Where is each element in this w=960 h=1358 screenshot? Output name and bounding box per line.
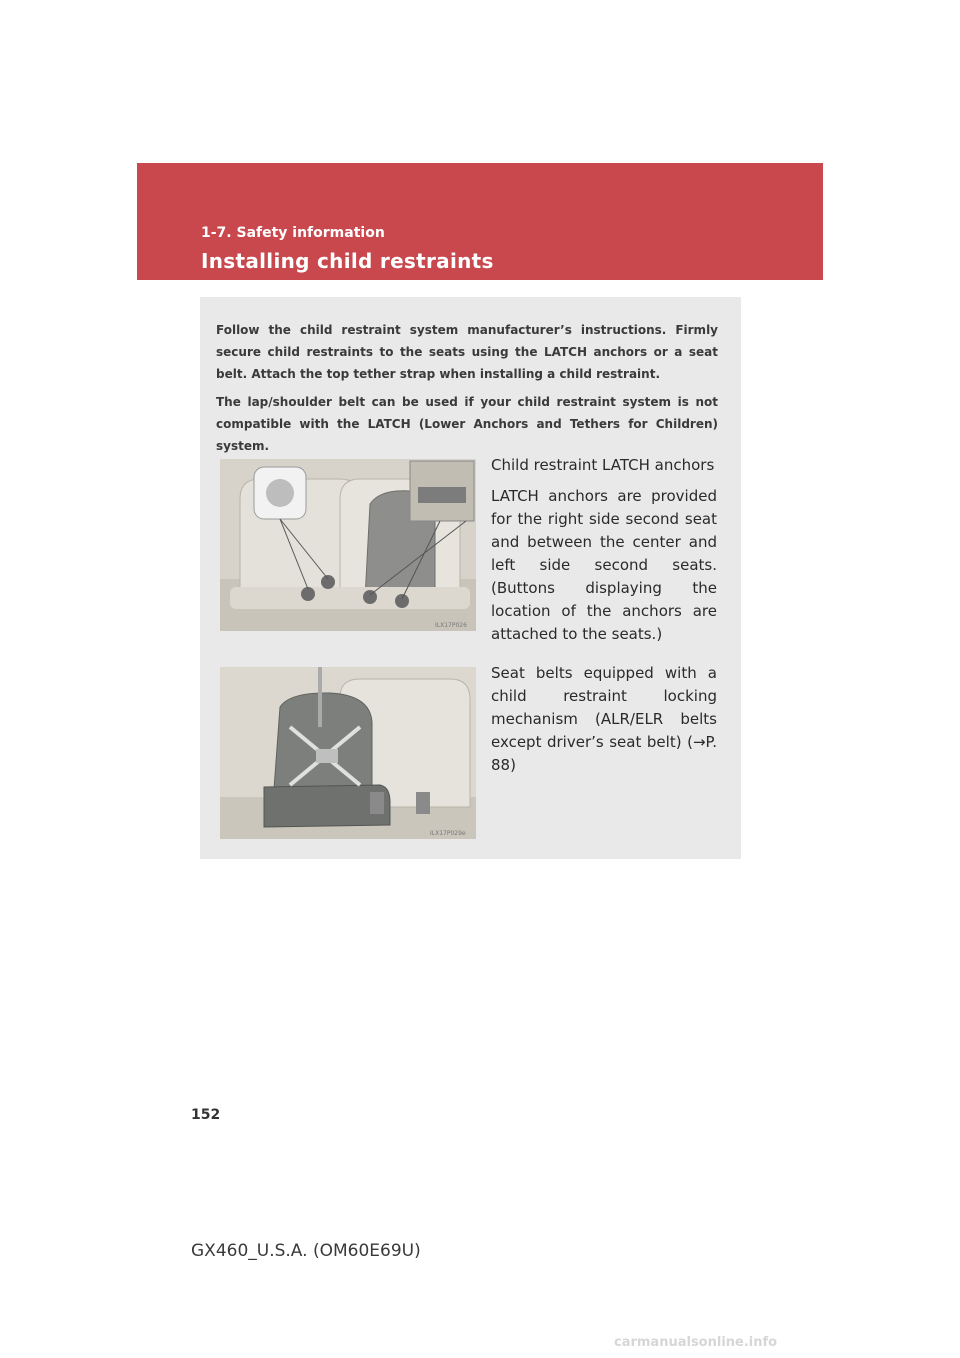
- intro-paragraph-2: The lap/shoulder belt can be used if your child restraint system is not compatible with the LATCH (Lower Anchors and Tethers for Children) system.: [216, 395, 718, 453]
- latch-caption-body: LATCH anchors are provided for the right side second seat and between the center and left side second seats. (Buttons displaying the location of the anchors are attached to the seats.): [491, 487, 717, 643]
- page-title: Installing child restraints: [201, 249, 494, 273]
- page-number: 152: [191, 1107, 221, 1123]
- latch-anchors-illustration: [220, 459, 476, 631]
- section-header: [137, 163, 823, 280]
- latch-caption-title: Child restraint LATCH anchors: [491, 456, 715, 474]
- latch-image-code: ILX17P026: [435, 622, 467, 629]
- intro-paragraph-1: Follow the child restraint system manufacturer’s instructions. Firmly secure child restraints to the seats using the LATCH anchors or a seat belt. Attach the top tether strap when installing a child restraint.: [216, 323, 718, 381]
- latch-anchors-drawing: [220, 459, 476, 631]
- seatbelt-caption: [491, 662, 717, 777]
- content-panel: [200, 297, 741, 859]
- seatbelt-drawing: [220, 667, 476, 839]
- watermark: carmanualsonline.info: [614, 1335, 778, 1350]
- seatbelt-illustration: [220, 667, 476, 839]
- intro-text: [216, 319, 718, 463]
- seatbelt-caption-close: ): [510, 756, 516, 774]
- page-reference-link[interactable]: →P. 88: [491, 733, 717, 774]
- seatbelt-image-code: ILX17P029e: [430, 830, 466, 837]
- section-label: 1-7. Safety information: [201, 225, 385, 241]
- footer-model-code: GX460_U.S.A. (OM60E69U): [191, 1241, 421, 1261]
- seatbelt-caption-text: Seat belts equipped with a child restraint locking mechanism (ALR/ELR belts except driver’s seat belt) (: [491, 664, 717, 751]
